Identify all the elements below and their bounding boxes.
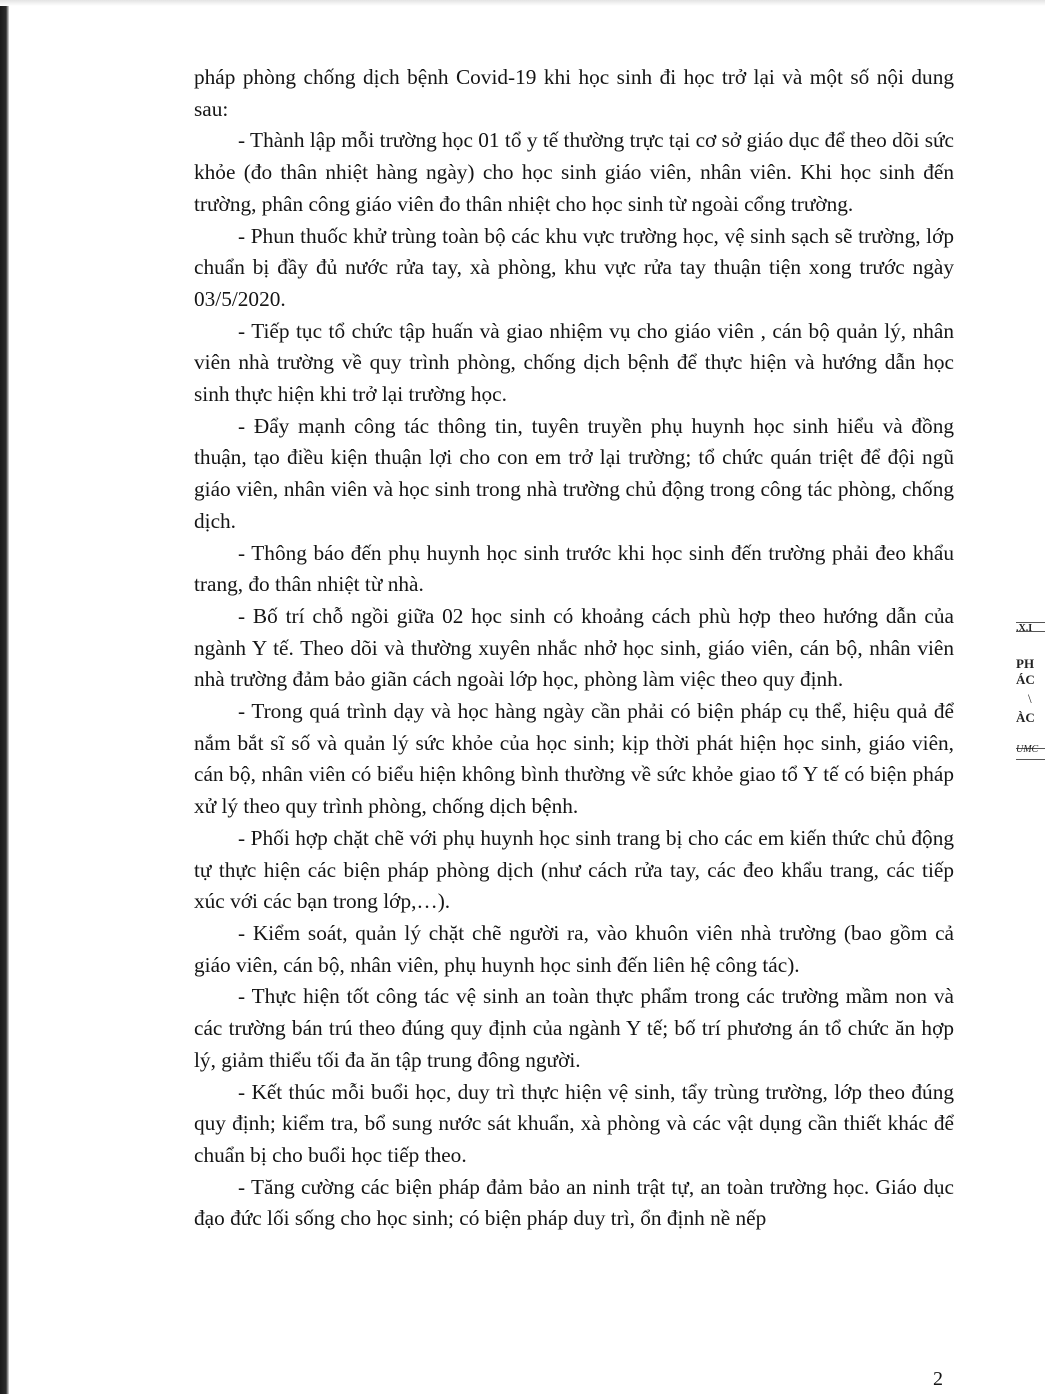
paragraph-parent-notice: - Thông báo đến phụ huynh học sinh trước khi học sinh đến trường phải đeo khẩu trang, đo thân nhiệt từ nhà. xyxy=(194,540,954,597)
page-left-edge-shadow xyxy=(0,0,9,1394)
adjacent-page-stamp-fragment xyxy=(1014,610,1045,775)
paragraph-food-safety: - Thực hiện tốt công tác vệ sinh an toàn thực phẩm trong các trường mầm non và các trường bán trú theo đúng quy định của ngành Y tế; bố trí phương án tổ chức ăn hợp lý, giảm thiểu tối đa ăn tập trung đông người. xyxy=(194,984,954,1072)
stamp-fragment-line: ÁC xyxy=(1016,672,1035,687)
paragraph-parent-coordination: - Phối hợp chặt chẽ với phụ huynh học sinh trang bị cho các em kiến thức chủ động tự thực hiện các biện pháp phòng dịch (như cách rửa tay, các đeo khẩu trang, các tiếp xúc với các bạn trong lớp,…). xyxy=(194,825,954,914)
stamp-fragment-line: .X.I xyxy=(1016,623,1033,634)
paragraph-security: - Tăng cường các biện pháp đảm bảo an ninh trật tự, an toàn trường học. Giáo dục đạo đức lối sống cho học sinh; có biện pháp duy trì, ổn định nề nếp xyxy=(194,1174,954,1231)
stamp-fragment-line: ÀC xyxy=(1016,710,1035,725)
paragraph-training: - Tiếp tục tổ chức tập huấn và giao nhiệm vụ cho giáo viên , cán bộ quản lý, nhân viên nhà trường về quy trình phòng, chống dịch bệnh để thực hiện và hướng dẫn học sinh thực hiện khi trở lại trường học. xyxy=(194,318,954,407)
stamp-fragment-line: PH xyxy=(1016,656,1035,671)
stamp-fragment-line: \ xyxy=(1028,691,1032,706)
paragraph-disinfection: - Phun thuốc khử trùng toàn bộ các khu vực trường học, vệ sinh sạch sẽ trường, lớp chuẩn bị đầy đủ nước rửa tay, xà phòng, khu vực rửa tay thuận tiện xong trước ngày 03/5/2020. xyxy=(194,223,954,311)
stamp-fragment-line: UMC xyxy=(1016,744,1039,755)
paragraph-end-of-session: - Kết thúc mỗi buổi học, duy trì thực hiện vệ sinh, tẩy trùng trường, lớp theo đúng quy định; kiểm tra, bổ sung nước sát khuẩn, xà phòng và các vật dụng cần thiết khác để chuẩn bị cho buổi học tiếp theo. xyxy=(194,1079,954,1167)
paragraph-communication: - Đẩy mạnh công tác thông tin, tuyên truyền phụ huynh học sinh hiểu và đồng thuận, tạo điều kiện thuận lợi cho con em trở lại trường; tổ chức quán triệt để đội ngũ giáo viên, nhân viên và học sinh trong nhà trường chủ động trong công tác phòng, chống dịch. xyxy=(194,413,954,533)
document-body xyxy=(194,62,954,1235)
paragraph-daily-measures: - Trong quá trình dạy và học hàng ngày cần phải có biện pháp cụ thể, hiệu quả để nắm bắt sĩ số và quản lý sức khỏe của học sinh; kịp thời phát hiện học sinh, giáo viên, cán bộ, nhân viên có biểu hiện không bình thường về sức khỏe giao tổ Y tế có biện pháp xử lý theo quy trình phòng, chống dịch bệnh. xyxy=(194,699,954,819)
page-number: 2 xyxy=(933,1368,943,1390)
page-top-edge xyxy=(0,0,1045,6)
paragraph-access-control: - Kiểm soát, quản lý chặt chẽ người ra, vào khuôn viên nhà trường (bao gồm cả giáo viên, cán bộ, nhân viên, phụ huynh học sinh đến liên hệ công tác). xyxy=(194,920,954,977)
paragraph-intro-continuation: pháp phòng chống dịch bệnh Covid-19 khi học sinh đi học trở lại và một số nội dung sau: xyxy=(194,65,954,121)
paragraph-seating: - Bố trí chỗ ngồi giữa 02 học sinh có khoảng cách phù hợp theo hướng dẫn của ngành Y tế. Theo dõi và thường xuyên nhắc nhở học sinh, giáo viên, cán bộ, nhân viên nhà trường đảm bảo giãn cách ngoài lớp học, phòng làm việc theo quy định. xyxy=(194,603,954,692)
paragraph-medical-team: - Thành lập mỗi trường học 01 tổ y tế thường trực tại cơ sở giáo dục để theo dõi sức khỏe (đo thân nhiệt hàng ngày) cho học sinh giáo viên, nhân viên. Khi học sinh đến trường, phân công giáo viên đo thân nhiệt cho học sinh từ ngoài cổng trường. xyxy=(194,128,954,216)
